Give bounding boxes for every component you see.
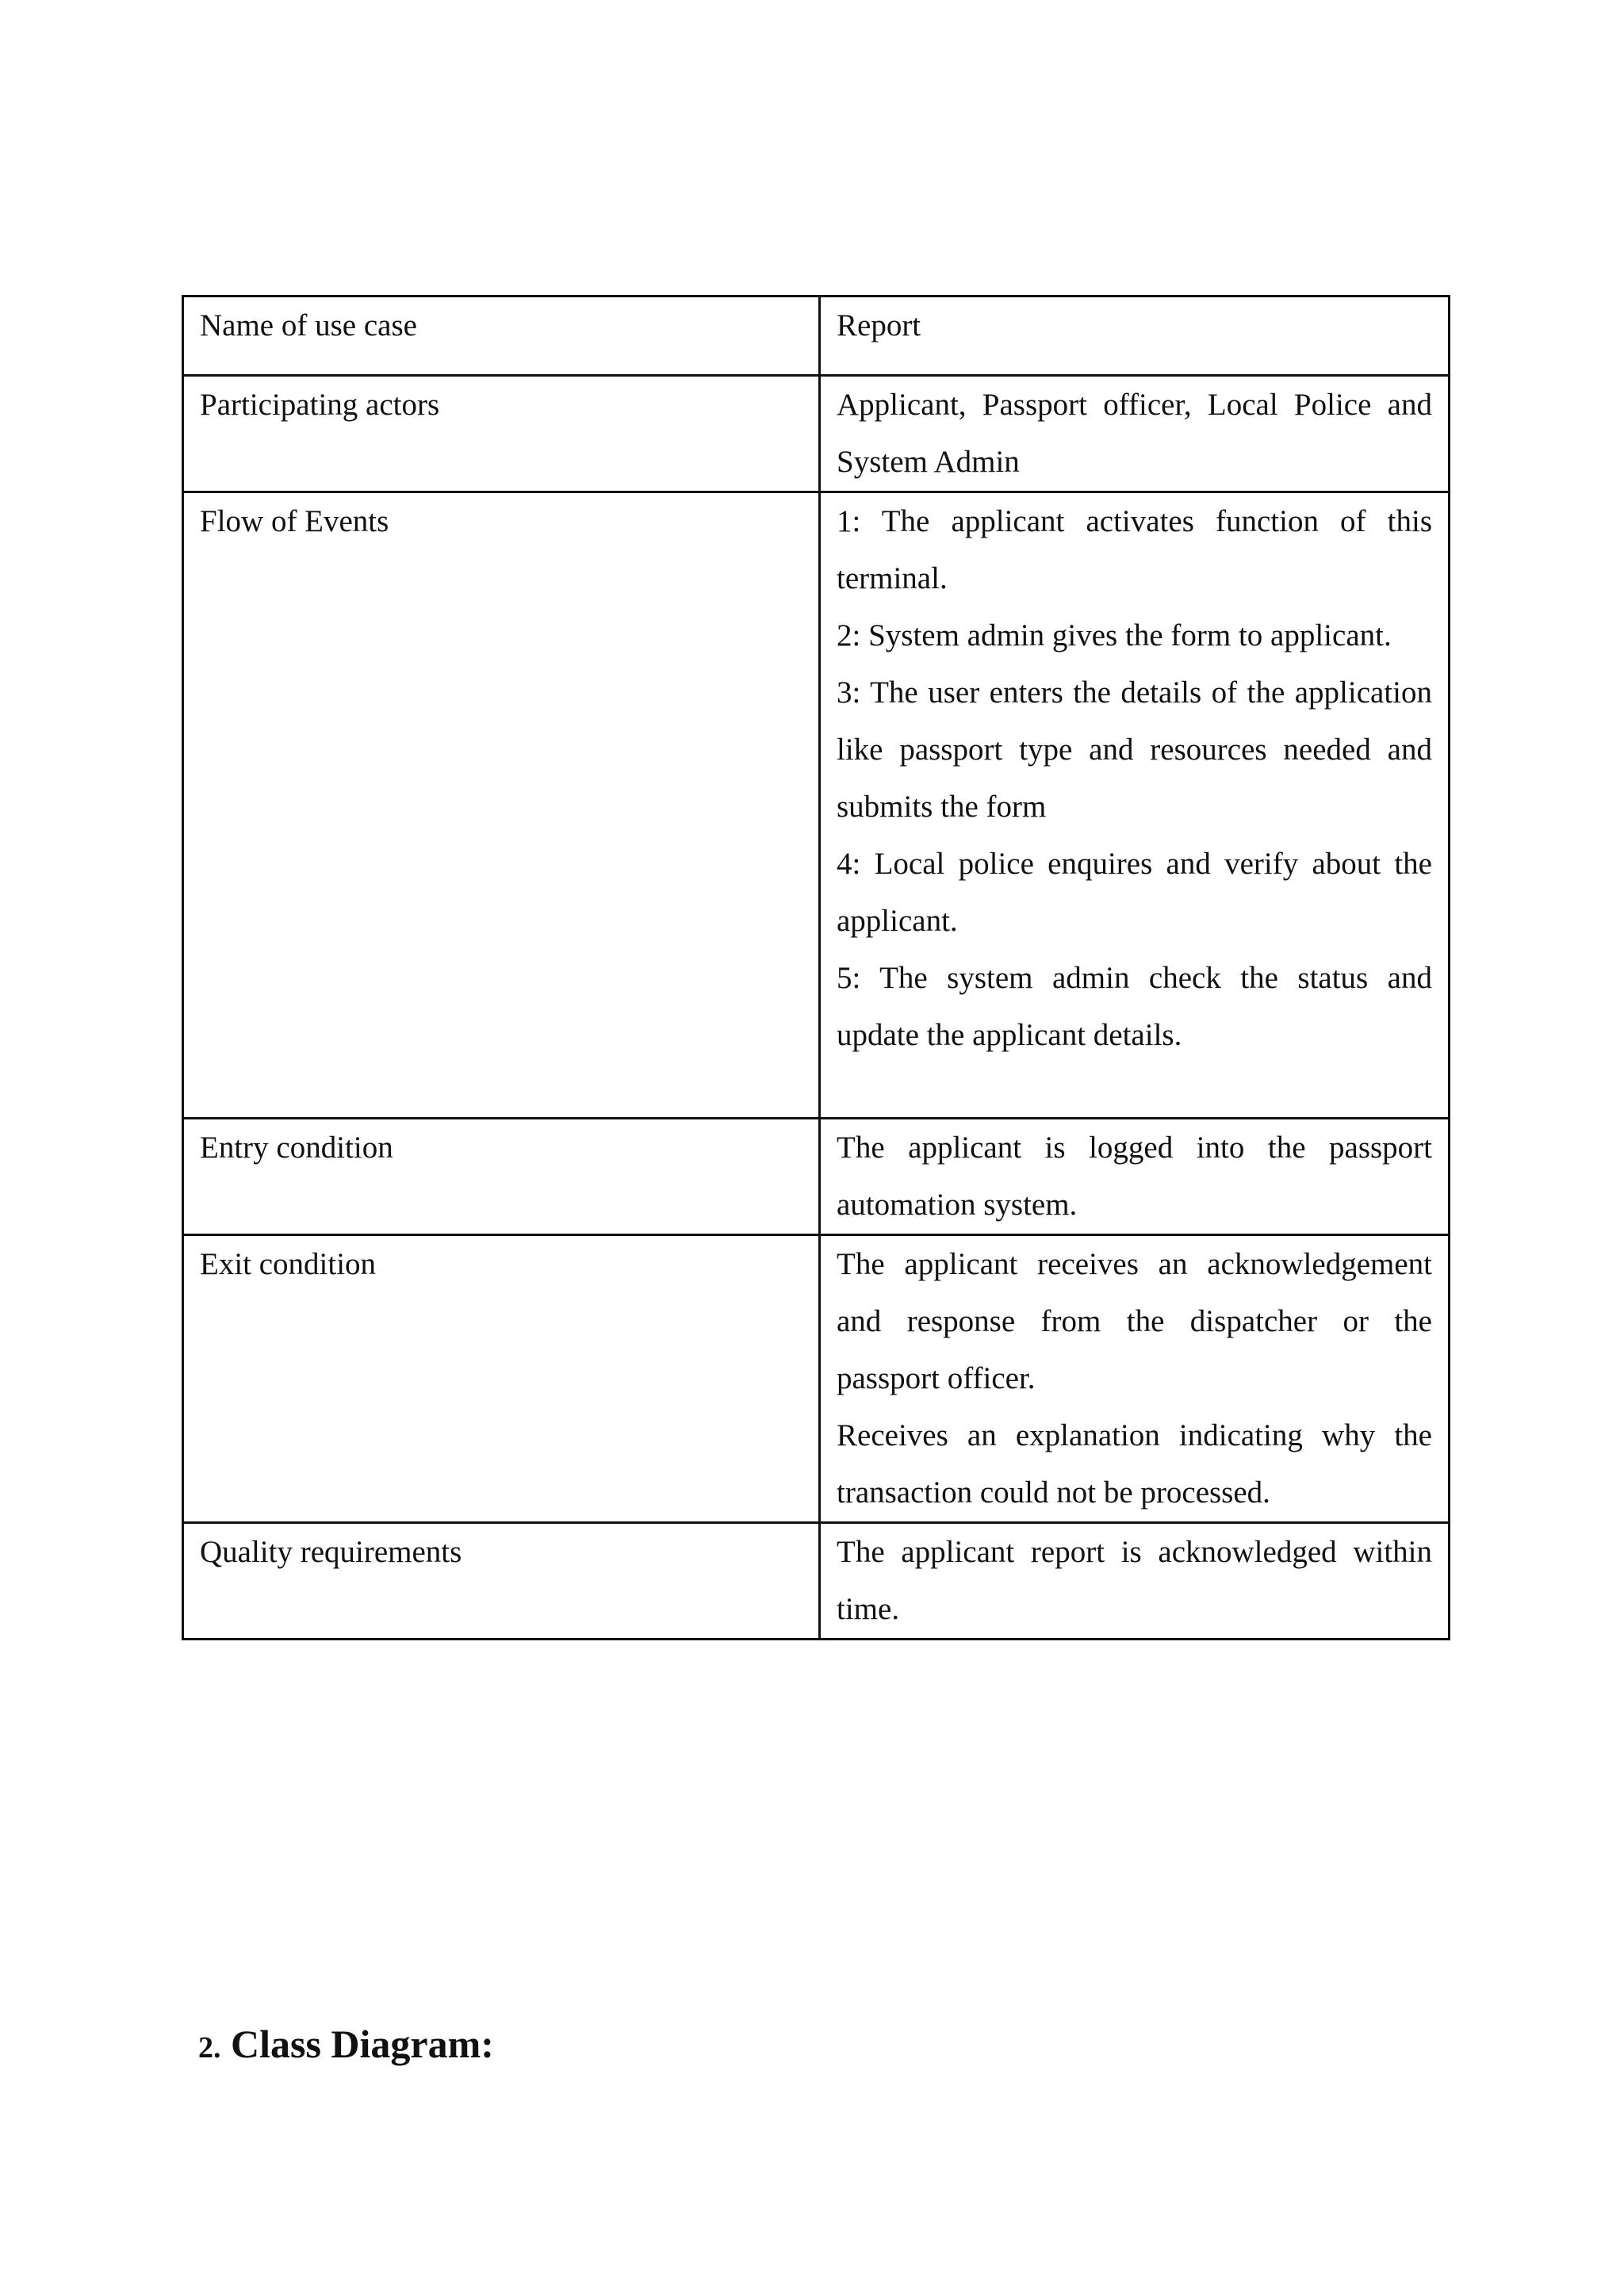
row-label: Participating actors [183,376,820,492]
row-value [820,376,1450,492]
flow-step-1: 1: The applicant activates function of this terminal. [837,504,1432,595]
value-line: The applicant report is acknowledged within time. [837,1535,1432,1626]
row-label: Quality requirements [183,1523,820,1640]
row-label: Entry condition [183,1119,820,1235]
row-value [820,297,1450,376]
flow-step-3: 3: The user enters the details of the application like passport type and resources needed and submits the form [837,675,1432,824]
value-line: The applicant is logged into the passport automation system. [837,1131,1432,1222]
value-line: Receives an explanation indicating why the transaction could not be processed. [837,1418,1432,1510]
row-value [820,1119,1450,1235]
table-row-name-of-use-case [183,297,1450,376]
row-value [820,1523,1450,1640]
flow-step-5: 5: The system admin check the status and update the applicant details. [837,961,1432,1052]
table-row-flow-of-events [183,492,1450,1119]
row-value [820,492,1450,1119]
section-title: Class Diagram: [231,2022,494,2066]
row-label: Exit condition [183,1235,820,1523]
value-line: Applicant, Passport officer, Local Police and System Admin [837,388,1432,479]
value-line: The applicant receives an acknowledgement and response from the dispatcher or the passport officer. [837,1247,1432,1395]
flow-step-4: 4: Local police enquires and verify about the applicant. [837,847,1432,938]
use-case-table [182,295,1450,1640]
flow-step-2: 2: System admin gives the form to applicant. [837,618,1392,652]
value-line: Report [837,308,921,342]
table-row-entry-condition [183,1119,1450,1235]
row-value [820,1235,1450,1523]
row-label: Flow of Events [183,492,820,1119]
table-row-quality-requirements [183,1523,1450,1640]
table-row-exit-condition [183,1235,1450,1523]
row-label: Name of use case [183,297,820,376]
section-heading [198,2020,494,2072]
table-row-participating-actors [183,376,1450,492]
section-number: 2. [198,2031,221,2064]
